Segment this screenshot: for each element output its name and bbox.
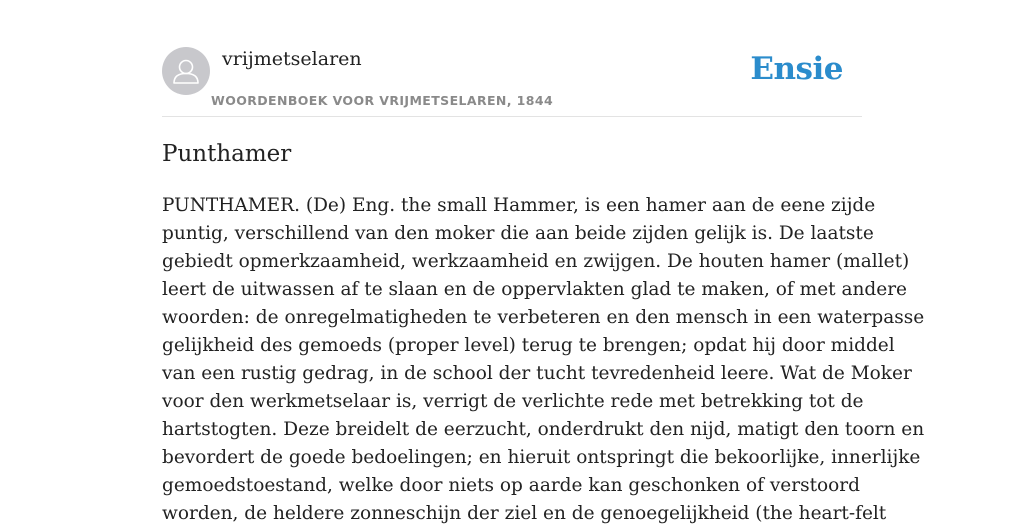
body-line: worden, de heldere zonneschijn der ziel en de genoegelijkheid (the heart-felt: [162, 503, 887, 524]
body-line: gebiedt opmerkzaamheid, werkzaamheid en zwijgen. De houten hamer (mallet): [162, 251, 910, 272]
body-line: voor den werkmetselaar is, verrigt de verlichte rede met betrekking tot de: [162, 391, 864, 412]
brand-logo[interactable]: Ensie: [750, 51, 843, 87]
body-line: PUNTHAMER. (De) Eng. the small Hammer, is een hamer aan de eene zijde: [162, 195, 876, 216]
body-line: gelijkheid des gemoeds (proper level) terug te brengen; opdat hij door middel: [162, 335, 895, 356]
body-line: hartstogten. Deze breidelt de eerzucht, onderdrukt den nijd, matigt den toorn en: [162, 419, 925, 440]
article-body: [162, 192, 925, 528]
body-line: puntig, verschillend van den moker die aan beide zijden gelijk is. De laatste: [162, 223, 874, 244]
body-line: gemoedstoestand, welke door niets op aarde kan geschonken of verstoord: [162, 475, 860, 496]
article-header: [162, 47, 862, 117]
body-line: woorden: de onregelmatigheden te verbeteren en den mensch in een waterpasse: [162, 307, 925, 328]
source-label[interactable]: WOORDENBOEK VOOR VRIJMETSELAREN, 1844: [211, 93, 554, 108]
user-icon: [162, 47, 210, 95]
body-line: leert de uitwassen af te slaan en de oppervlakten glad te maken, of met andere: [162, 279, 907, 300]
author-name[interactable]: vrijmetselaren: [222, 48, 362, 70]
body-line: van een rustig gedrag, in de school der tucht tevredenheid leere. Wat de Moker: [162, 363, 912, 384]
page-title: Punthamer: [162, 141, 292, 167]
avatar[interactable]: [162, 47, 210, 95]
body-line: bevordert de goede bedoelingen; en hieruit ontspringt die bekoorlijke, innerlijke: [162, 447, 921, 468]
